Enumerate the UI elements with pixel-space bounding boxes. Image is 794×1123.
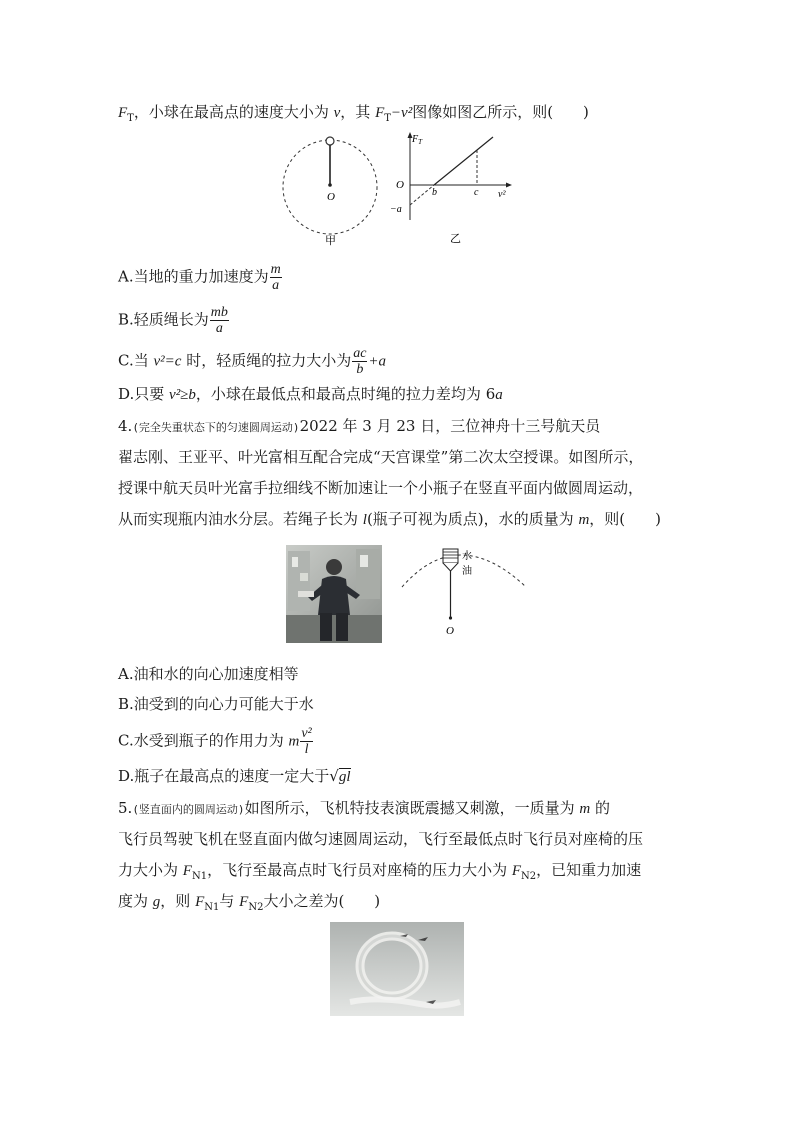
fig-yi-O-label: O xyxy=(396,179,404,191)
q4-stem-line3: 授课中航天员叶光富手拉细线不断加速让一个小瓶子在竖直平面内做圆周运动， xyxy=(118,479,644,497)
fig-jia-center-label: O xyxy=(327,191,335,203)
q3-option-a: A.当地的重力加速度为 $\frac{m}{a}$ xyxy=(118,262,281,293)
oil-label: 油 xyxy=(462,566,472,577)
q5-stem-line2: 飞行员驾驶飞机在竖直面内做匀速圆周运动，飞行至最低点时飞行员对座椅的压 xyxy=(118,830,644,848)
q3-option-c: C.当 v²=c 时，轻质绳的拉力大小为 $\frac{ac}{b}$ +a xyxy=(118,346,387,377)
q3-option-d: D.只要 v²≥b，小球在最低点和最高点时绳的拉力差均为 6a xyxy=(118,385,503,403)
q3-stem: $F_T$，小球在最高点的速度大小为 v，其 $F_T-v^2$图像如图乙所示，则( ) xyxy=(118,103,589,124)
fig-yi-caption: 乙 xyxy=(450,232,461,245)
q4-option-a: A.油和水的向心加速度相等 xyxy=(118,665,299,683)
q4-stem-line1: 4.(完全失重状态下的匀速圆周运动)2022 年 3 月 23 日，三位神舟十三号航天员 xyxy=(118,417,601,435)
q4-option-b: B.油受到的向心力可能大于水 xyxy=(118,695,314,713)
q4-option-d: D.瓶子在最高点的速度一定大于√gl xyxy=(118,767,351,785)
astronaut-photo xyxy=(286,545,382,643)
fig-jia-caption: 甲 xyxy=(325,234,336,247)
water-label: 水 xyxy=(462,551,472,562)
fig-yi-FT-label: $F_T$ xyxy=(412,134,423,146)
fig-yi-b-label: b xyxy=(432,187,437,198)
q4-stem-line4: 从而实现瓶内油水分层。若绳子长为 l(瓶子可视为质点)，水的质量为 m，则( ) xyxy=(118,510,661,528)
q5-stem-line3: 力大小为 $F_{N1}$，飞行至最高点时飞行员对座椅的压力大小为 $F_{N2}$，已知重力加速 xyxy=(118,861,642,882)
q4-stem-line2: 翟志刚、王亚平、叶光富相互配合完成“天宫课堂”第二次太空授课。如图所示， xyxy=(118,448,644,466)
aerobatic-loop-photo xyxy=(330,922,464,1016)
figure-jia xyxy=(280,130,390,248)
q4-option-c: C.水受到瓶子的作用力为 m $\frac{\text{v²}}{l}$ xyxy=(118,726,312,757)
fig-yi-c-label: c xyxy=(474,187,479,198)
figure-yi xyxy=(388,128,518,248)
fig-yi-v2-label: v² xyxy=(498,189,506,200)
q5-stem-line1: 5.(竖直面内的圆周运动)如图所示，飞机特技表演既震撼又刺激，一质量为 m 的 xyxy=(118,799,610,817)
bottle-circle-diagram xyxy=(398,543,530,639)
q3-option-b: B.轻质绳长为 $\frac{mb}{a}$ xyxy=(118,305,228,336)
center-O-label: O xyxy=(446,625,454,637)
fig-yi-neg-a-label: −a xyxy=(390,204,402,215)
q5-stem-line4: 度为 g，则 $F_{N1}$与 $F_{N2}$大小之差为( ) xyxy=(118,892,381,913)
